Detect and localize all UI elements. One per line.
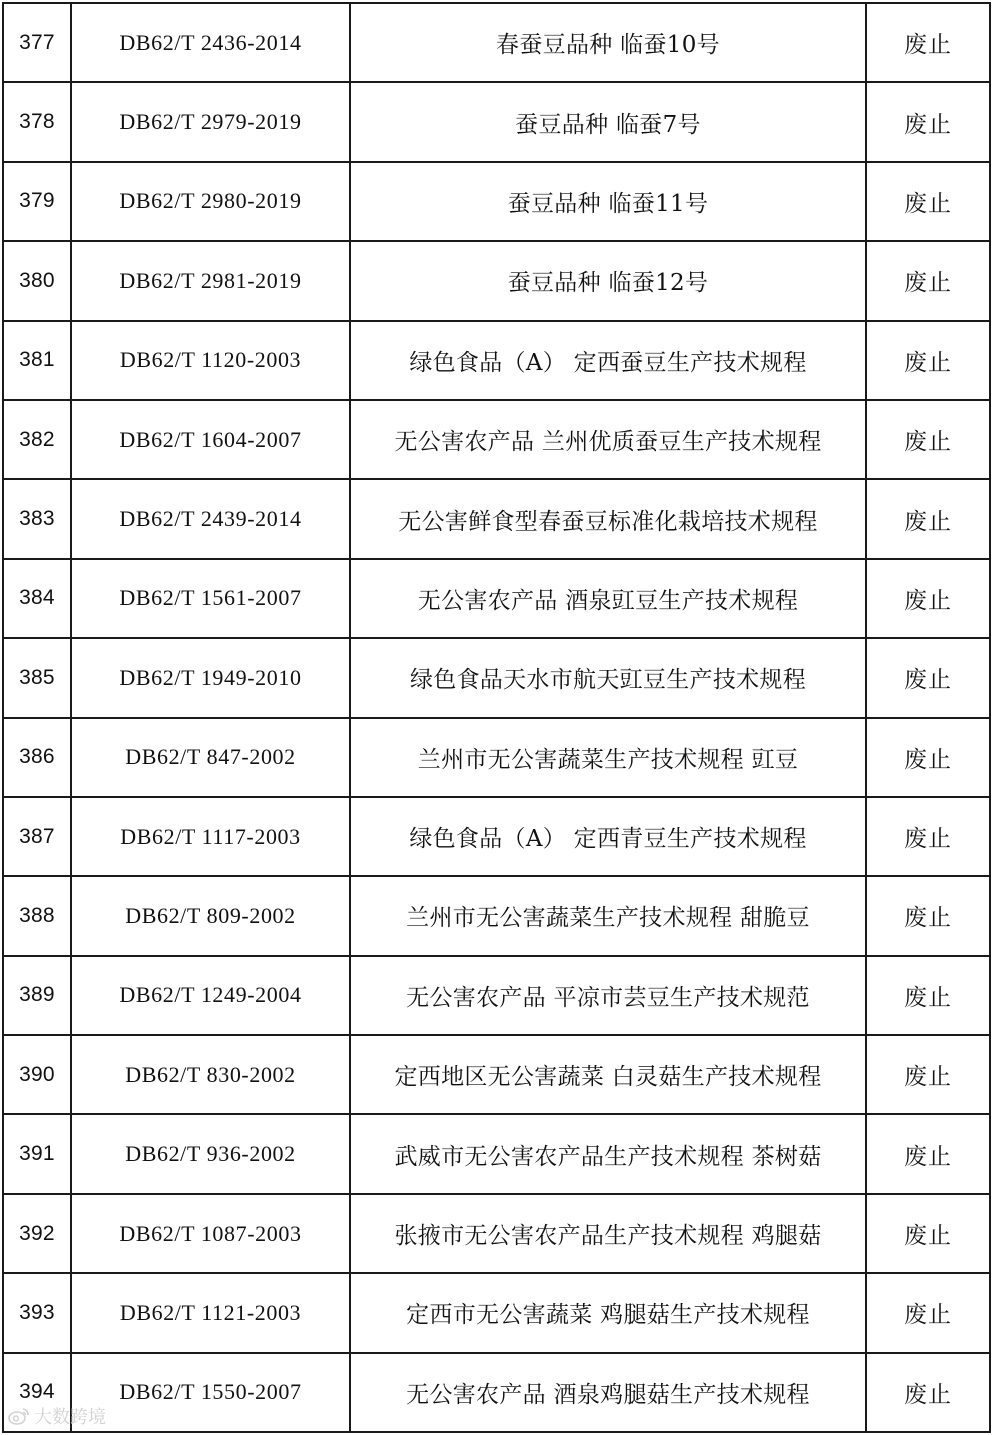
row-status-cell: 废止 [866, 876, 989, 955]
row-standard-code-cell: DB62/T 1949-2010 [71, 638, 350, 717]
row-status-cell: 废止 [866, 162, 989, 241]
table-row [4, 321, 989, 400]
row-status-cell: 废止 [866, 956, 989, 1035]
row-seq-cell: 386 [4, 718, 71, 797]
row-standard-name-cell: 兰州市无公害蔬菜生产技术规程 甜脆豆 [350, 876, 866, 955]
row-status-cell: 废止 [866, 638, 989, 717]
table-row [4, 1194, 989, 1273]
row-seq-cell: 382 [4, 400, 71, 479]
row-seq-cell: 385 [4, 638, 71, 717]
row-standard-name-cell: 定西市无公害蔬菜 鸡腿菇生产技术规程 [350, 1273, 866, 1352]
table-row [4, 82, 989, 161]
table-row [4, 797, 989, 876]
row-standard-name-cell: 绿色食品天水市航天豇豆生产技术规程 [350, 638, 866, 717]
table-row [4, 1353, 989, 1431]
row-standard-code-cell: DB62/T 847-2002 [71, 718, 350, 797]
row-seq-cell: 391 [4, 1114, 71, 1193]
row-seq-cell: 384 [4, 559, 71, 638]
row-standard-code-cell: DB62/T 809-2002 [71, 876, 350, 955]
row-standard-code-cell: DB62/T 1249-2004 [71, 956, 350, 1035]
row-standard-code-cell: DB62/T 2436-2014 [71, 4, 350, 82]
standards-table [4, 4, 989, 1431]
row-status-cell: 废止 [866, 1353, 989, 1431]
table-row [4, 162, 989, 241]
standards-table-container [2, 2, 991, 1433]
row-standard-code-cell: DB62/T 1550-2007 [71, 1353, 350, 1431]
row-standard-name-cell: 张掖市无公害农产品生产技术规程 鸡腿菇 [350, 1194, 866, 1273]
table-row [4, 1273, 989, 1352]
table-row [4, 1035, 989, 1114]
row-standard-code-cell: DB62/T 2981-2019 [71, 241, 350, 320]
row-standard-code-cell: DB62/T 1561-2007 [71, 559, 350, 638]
row-standard-code-cell: DB62/T 1604-2007 [71, 400, 350, 479]
table-row [4, 956, 989, 1035]
row-standard-code-cell: DB62/T 1121-2003 [71, 1273, 350, 1352]
watermark-text: 大数跨境 [34, 1407, 106, 1428]
row-seq-cell: 394 [4, 1353, 71, 1431]
row-seq-cell: 377 [4, 4, 71, 82]
row-standard-name-cell: 无公害农产品 兰州优质蚕豆生产技术规程 [350, 400, 866, 479]
row-standard-name-cell: 兰州市无公害蔬菜生产技术规程 豇豆 [350, 718, 866, 797]
row-seq-cell: 392 [4, 1194, 71, 1273]
table-row [4, 559, 989, 638]
table-row [4, 876, 989, 955]
row-standard-name-cell: 武威市无公害农产品生产技术规程 茶树菇 [350, 1114, 866, 1193]
row-standard-name-cell: 绿色食品（A） 定西青豆生产技术规程 [350, 797, 866, 876]
row-status-cell: 废止 [866, 321, 989, 400]
row-seq-cell: 388 [4, 876, 71, 955]
row-seq-cell: 378 [4, 82, 71, 161]
row-standard-code-cell: DB62/T 2439-2014 [71, 479, 350, 558]
row-seq-cell: 390 [4, 1035, 71, 1114]
row-standard-name-cell: 无公害农产品 平凉市芸豆生产技术规范 [350, 956, 866, 1035]
row-standard-code-cell: DB62/T 2979-2019 [71, 82, 350, 161]
row-status-cell: 废止 [866, 718, 989, 797]
table-row [4, 638, 989, 717]
table-row [4, 1114, 989, 1193]
row-seq-cell: 387 [4, 797, 71, 876]
row-seq-cell: 393 [4, 1273, 71, 1352]
row-seq-cell: 383 [4, 479, 71, 558]
row-status-cell: 废止 [866, 241, 989, 320]
standards-table-body [4, 4, 989, 1431]
row-standard-code-cell: DB62/T 830-2002 [71, 1035, 350, 1114]
row-seq-cell: 389 [4, 956, 71, 1035]
row-standard-name-cell: 春蚕豆品种 临蚕10号 [350, 4, 866, 82]
row-status-cell: 废止 [866, 797, 989, 876]
table-row [4, 4, 989, 82]
table-row [4, 400, 989, 479]
row-standard-name-cell: 无公害农产品 酒泉豇豆生产技术规程 [350, 559, 866, 638]
row-status-cell: 废止 [866, 4, 989, 82]
table-row [4, 718, 989, 797]
row-status-cell: 废止 [866, 1194, 989, 1273]
row-standard-code-cell: DB62/T 1120-2003 [71, 321, 350, 400]
row-status-cell: 废止 [866, 479, 989, 558]
row-status-cell: 废止 [866, 559, 989, 638]
row-status-cell: 废止 [866, 1035, 989, 1114]
row-standard-code-cell: DB62/T 1087-2003 [71, 1194, 350, 1273]
table-row [4, 241, 989, 320]
row-standard-name-cell: 蚕豆品种 临蚕12号 [350, 241, 866, 320]
row-standard-name-cell: 绿色食品（A） 定西蚕豆生产技术规程 [350, 321, 866, 400]
row-status-cell: 废止 [866, 1273, 989, 1352]
row-standard-code-cell: DB62/T 2980-2019 [71, 162, 350, 241]
row-seq-cell: 379 [4, 162, 71, 241]
row-standard-name-cell: 定西地区无公害蔬菜 白灵菇生产技术规程 [350, 1035, 866, 1114]
row-standard-code-cell: DB62/T 1117-2003 [71, 797, 350, 876]
row-standard-code-cell: DB62/T 936-2002 [71, 1114, 350, 1193]
row-seq-cell: 380 [4, 241, 71, 320]
row-standard-name-cell: 无公害农产品 酒泉鸡腿菇生产技术规程 [350, 1353, 866, 1431]
row-status-cell: 废止 [866, 1114, 989, 1193]
row-standard-name-cell: 蚕豆品种 临蚕7号 [350, 82, 866, 161]
row-standard-name-cell: 无公害鲜食型春蚕豆标准化栽培技术规程 [350, 479, 866, 558]
row-status-cell: 废止 [866, 400, 989, 479]
row-standard-name-cell: 蚕豆品种 临蚕11号 [350, 162, 866, 241]
row-seq-cell: 381 [4, 321, 71, 400]
row-status-cell: 废止 [866, 82, 989, 161]
table-row [4, 479, 989, 558]
